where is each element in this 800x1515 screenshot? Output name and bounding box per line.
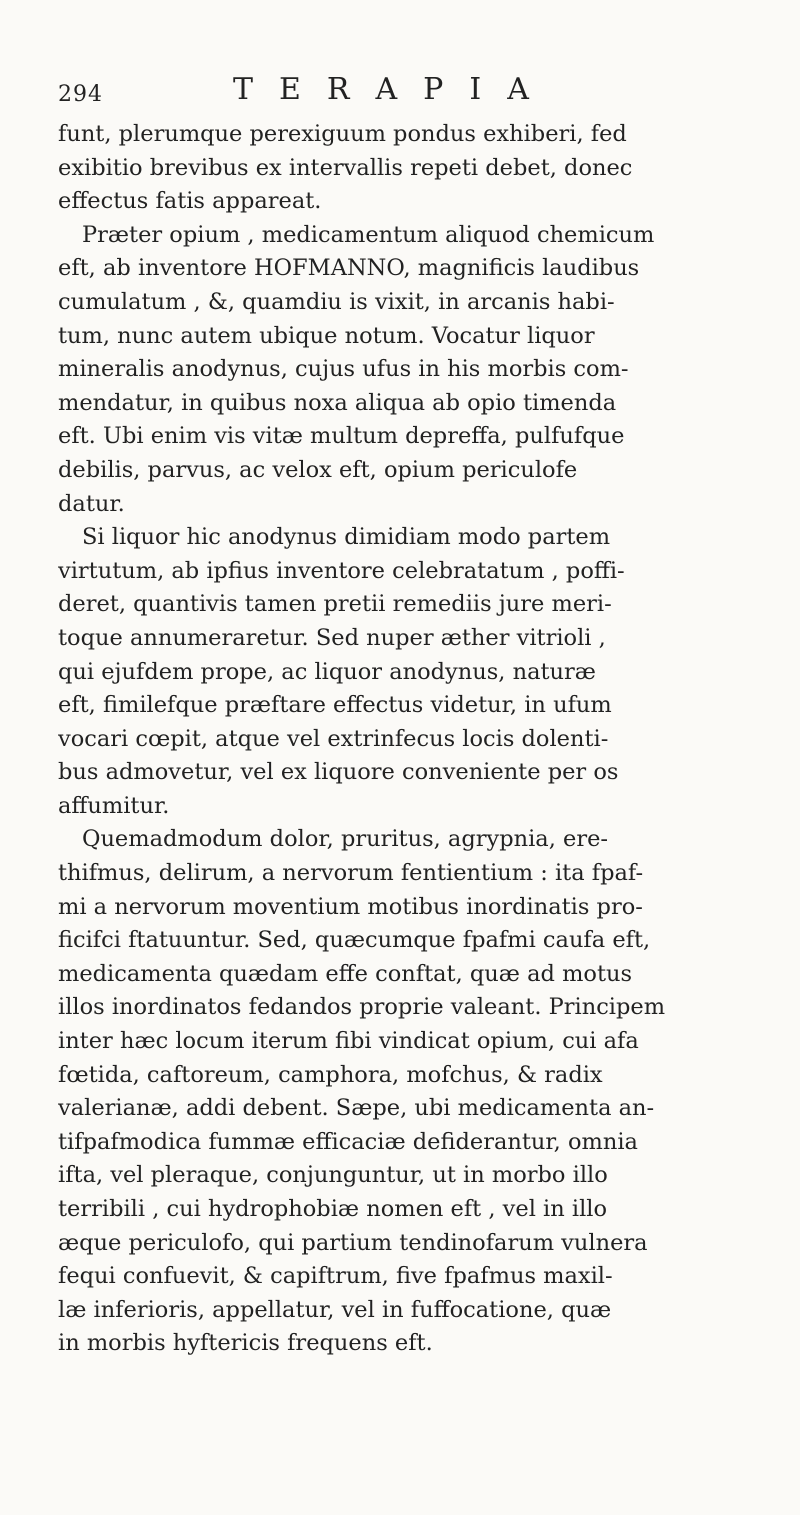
- text-line: fequi confuevit, & capiftrum, five fpafmus maxil-: [58, 1263, 613, 1290]
- text-line: tum, nunc autem ubique notum. Vocatur liquor: [58, 322, 595, 349]
- text-line: datur.: [58, 490, 125, 517]
- text-line: thifmus, delirum, a nervorum fentientium : ita fpaf-: [58, 860, 644, 887]
- text-line: deret, quantivis tamen pretii remediis jure meri-: [58, 591, 612, 618]
- text-line: fœtida, caftoreum, camphora, mofchus, & radix: [58, 1061, 603, 1088]
- text-line: funt, plerumque perexiguum pondus exhiberi, fed: [58, 121, 627, 147]
- text-line: tifpafmodica fummæ efficaciæ defiderantur, omnia: [58, 1128, 638, 1155]
- text-line: vocari cœpit, atque vel extrinfecus locis dolenti-: [58, 725, 609, 752]
- paragraph-start-line: Quemadmodum dolor, pruritus, agrypnia, ere-: [82, 826, 609, 853]
- text-line: eft, ab inventore HOFMANNO, magnificis laudibus: [58, 255, 640, 282]
- text-line: æque periculofo, qui partium tendinofarum vulnera: [58, 1229, 648, 1256]
- text-line: illos inordinatos fedandos proprie valeant. Principem: [58, 994, 666, 1021]
- text-line: mendatur, in quibus noxa aliqua ab opio timenda: [58, 389, 617, 416]
- text-line: læ inferioris, appellatur, vel in fuffocatione, quæ: [58, 1296, 612, 1323]
- page-number: 294: [58, 82, 103, 107]
- page-header: [58, 72, 758, 112]
- text-line: cumulatum , &, quamdiu is vixit, in arcanis habi-: [58, 288, 615, 315]
- paragraph-start-line: Si liquor hic anodynus dimidiam modo partem: [82, 524, 611, 551]
- text-line: eft, fimilefque præftare effectus videtur, in ufum: [58, 692, 612, 719]
- text-line: bus admovetur, vel ex liquore conveniente per os: [58, 759, 619, 786]
- text-line: qui ejufdem prope, ac liquor anodynus, naturæ: [58, 658, 596, 685]
- text-line: in morbis hyftericis frequens eft.: [58, 1330, 433, 1357]
- text-line: eft. Ubi enim vis vitæ multum depreffa, pulfufque: [58, 423, 625, 450]
- text-line: affumitur.: [58, 792, 170, 819]
- text-line: inter hæc locum iterum fibi vindicat opium, cui afa: [58, 1028, 639, 1055]
- text-line: medicamenta quædam effe conftat, quæ ad motus: [58, 960, 633, 987]
- body-text: [58, 118, 762, 1361]
- running-title: TERAPIA: [233, 72, 555, 107]
- text-line: effectus fatis appareat.: [58, 188, 322, 215]
- text-line: exibitio brevibus ex intervallis repeti debet, donec: [58, 154, 633, 181]
- text-line: ifta, vel pleraque, conjunguntur, ut in morbo illo: [58, 1162, 608, 1189]
- text-line: terribili , cui hydrophobiæ nomen eft , vel in illo: [58, 1196, 608, 1222]
- text-line: mineralis anodynus, cujus ufus in his morbis com-: [58, 356, 629, 383]
- paragraph-start-line: Præter opium , medicamentum aliquod chemicum: [82, 221, 655, 248]
- text-line: debilis, parvus, ac velox eft, opium periculofe: [58, 456, 578, 483]
- text-line: ficifci ftatuuntur. Sed, quæcumque fpafmi caufa eft,: [58, 927, 651, 954]
- text-line: valerianæ, addi debent. Sæpe, ubi medicamenta an-: [58, 1095, 655, 1122]
- text-line: virtutum, ab ipfius inventore celebratatum , poffi-: [58, 557, 625, 584]
- text-line: mi a nervorum moventium motibus inordinatis pro-: [58, 893, 643, 920]
- text-line: toque annumeraretur. Sed nuper æther vitrioli ,: [58, 624, 606, 651]
